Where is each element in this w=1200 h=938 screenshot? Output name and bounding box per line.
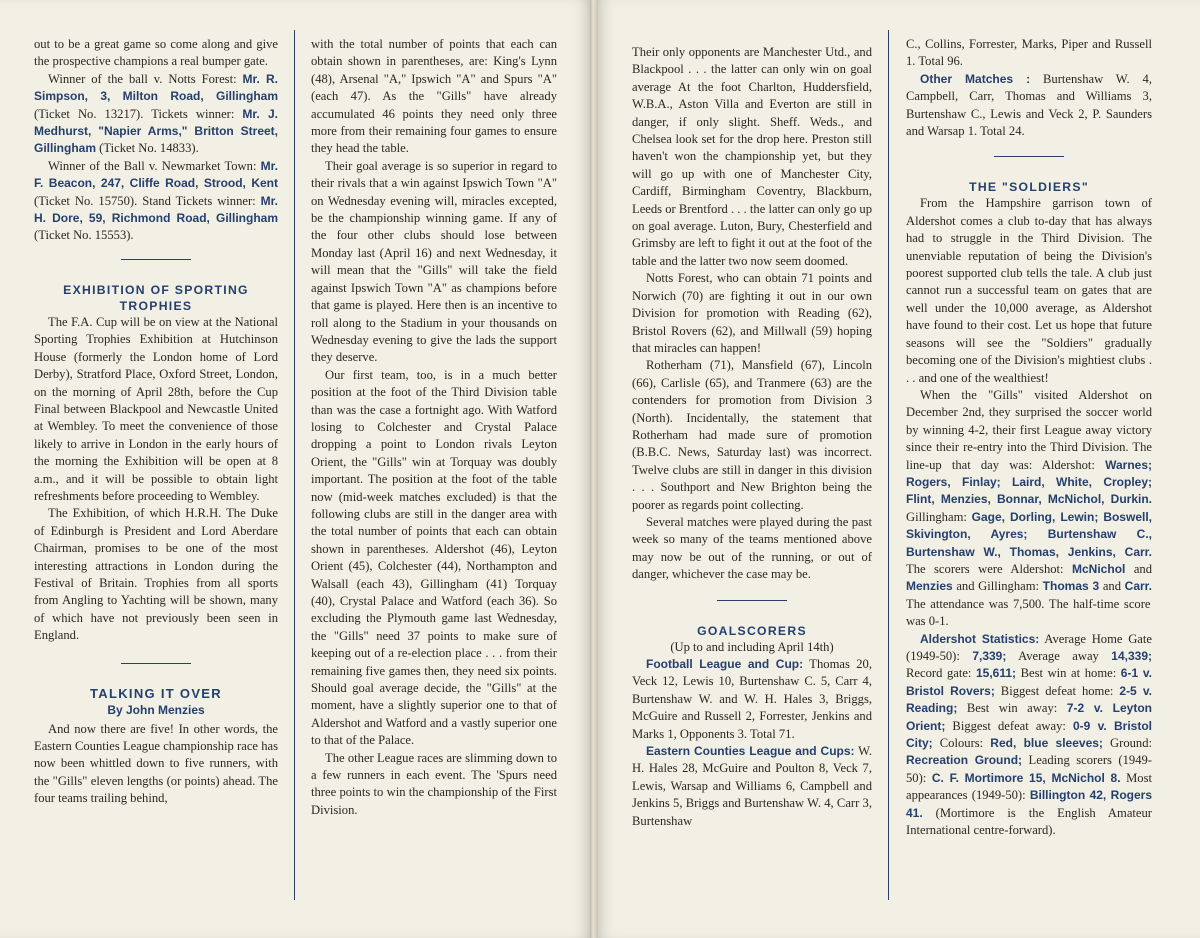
section-heading: TALKING IT OVER (90, 685, 222, 701)
football-league-scorers: Football League and Cup: Thomas 20, Veck 12, Lewis 10, Burtenshaw C. 5, Carr 4, Burtenshaw W. and W. H. Hales 3, Briggs, McGuire and Russell 2, Forrester, Jenkins and Marks 1, Opponents 3. Total 71. (632, 657, 873, 741)
ball-winner-notts-forest: Winner of the ball v. Notts Forest: Mr. R. Simpson, 3, Milton Road, Gillingham (Ticket No. 13217). Tickets winner: Mr. J. Medhurst, "Napier Arms," Britton Street, Gillingham (Ticket No. 14833). (34, 71, 278, 156)
paragraph: Rotherham (71), Mansfield (67), Lincoln (66), Carlisle (65), and Tranmere (63) are the contenders for promotion from Division 3 (North). Incidentally, the statement that Rotherham had made sure of promotion (B.B.C. News, Saturday last) was incorrect. Twelve clubs are still in danger in this division . . . Southport and New Brighton being the poorer as regards point collecting. (632, 358, 872, 512)
column-rule (888, 30, 889, 900)
paragraph: The Exhibition, of which H.R.H. The Duke of Edinburgh is President and Lord Aberdare Chairman, promises to be one of the most interesting attractions in London during the Festival of Britain. Trophies from all sports from Angling to Yachting will be shown, many of which have not previously been seen in England. (34, 506, 278, 643)
byline: By John Menzies (107, 702, 205, 717)
divider (994, 156, 1064, 157)
paragraph: Notts Forest, who can obtain 71 points and Norwich (70) are fighting it out in our own Division for promotion with Reading (62), Bristol Rovers (62), and Millwall (59) hoping that miracles can happen! (632, 271, 872, 355)
column-4 (906, 36, 1152, 839)
ball-winner-newmarket: Winner of the Ball v. Newmarket Town: Mr. F. Beacon, 247, Cliffe Road, Strood, Kent (Ticket No. 15750). Stand Tickets winner: Mr. H. Dore, 59, Richmond Road, Gillingham (Ticket No. 15553). (34, 158, 278, 243)
paragraph: Their only opponents are Manchester Utd., and Blackpool . . . the latter can only win on goal average At the foot Charlton, Huddersfield, W.B.A., Aston Villa and Everton are still in danger, if only slight. Sheff. Weds., and Chelsea look set for the drop here. Preston still haven't won the championship yet, but they will go up with one of Manchester City, Cardiff, Birmingham Coventry, Blackburn, Leeds or Brentford . . . the latter can only go up on goal average. Luton, Bury, Chesterfield and Grimsby are left to fight it out at the foot of the table and the latter two now seem doomed. (632, 45, 872, 268)
section-heading: EXHIBITION OF SPORTING TROPHIES (63, 282, 249, 313)
subheading: (Up to and including April 14th) (670, 639, 834, 654)
paragraph: out to be a great game so come along and give the prospective champions a real bumper gate. (34, 37, 278, 69)
right-page (594, 0, 1200, 938)
column-rule (294, 30, 295, 900)
column-3 (632, 44, 872, 830)
paragraph: And now there are five! In other words, the Eastern Counties League championship race has now been whittled down to five runners, with the "Gills" eleven lengths (or points) ahead. The four teams trailing behind, (34, 721, 278, 806)
paragraph: Several matches were played during the past week so many of the teams mentioned above may now be out of the running, or out of danger, whichever the case may be. (632, 514, 872, 582)
section-heading: GOALSCORERS (697, 623, 807, 638)
column-2 (311, 36, 557, 819)
paragraph: Their goal average is so superior in regard to their rivals that a win against Ipswich Town "A" on Wednesday evening will, miracles excepted, be the championship winning game. If any of the four other clubs should lose between Monday last (April 16) and next Wednesday, it will mean that the "Gills" will take the field against Ipswich Town "A" as champions before that game is played. Here then is an incentive to roll along to the Stadium in your thousands on Wednesday evening to give the lads the support they deserve. (311, 158, 557, 365)
eastern-counties-scorers: Eastern Counties League and Cups: W. H. Hales 28, McGuire and Poulton 8, Veck 7, Lewis, Warsap and Williams 6, Campbell and Jenkins 5, Briggs and Burtenshaw W. 4, Carr 3, Burtenshaw (632, 744, 872, 828)
paragraph: C., Collins, Forrester, Marks, Piper and Russell 1. Total 96. (906, 37, 1152, 69)
divider (717, 600, 787, 601)
paragraph: The F.A. Cup will be on view at the National Sporting Trophies Exhibition at Hutchinson House (formerly the London home of Lord Derby), Stratford Place, Oxford Street, London, on the morning of April 28th, before the Cup Final between Blackpool and Newcastle United at Wembley. To meet the convenience of those likely to arrive in London in the early hours of the morning the Exhibition will be open at 8 a.m., and it will be possible to obtain light refreshments before proceeding to Wembley. (34, 314, 278, 503)
other-matches-scorers: Other Matches : Burtenshaw W. 4, Campbell, Carr, Thomas and Williams 3, Burtenshaw C., Lewis and Veck 2, P. Saunders and Warsap 1. Total 24. (906, 71, 1153, 139)
left-page (0, 0, 594, 938)
section-heading: THE "SOLDIERS" (969, 180, 1089, 195)
column-1 (34, 36, 278, 808)
divider (121, 663, 191, 664)
paragraph: From the Hampshire garrison town of Aldershot comes a club to-day that has always had to struggle in the Third Division. The unenviable reputation of being the Division's poorest supported club tells the tale. A club just cannot run a successful team on gates that are well under the 10,000 average, as Aldershot have found to their cost. Let us hope that future seasons will see the "Soldiers" gradually becoming one of the Division's mightiest clubs . . . and one of the wealthiest! (906, 196, 1152, 385)
aldershot-statistics: Aldershot Statistics: Average Home Gate (1949-50): 7,339; Average away 14,339; Record gate: 15,611; Best win at home: 6-1 v. Bristol Rovers; Biggest defeat home: 2-5 v. Reading; Best win away: 7-2 v. Leyton Orient; Biggest defeat away: 0-9 v. Bristol City; Colours: Red, blue sleeves; Ground: Recreation Ground; Leading scorers (1949-50): C. F. Mortimore 15, McNichol 8. Most appearances (1949-50): Billington 42, Rogers 41. (Mortimore is the English Amateur International centre-forward). (906, 631, 1153, 838)
paragraph: with the total number of points that each can obtain shown in parentheses, are: King's Lynn (48), Arsenal "A," Ipswich "A" and Spurs "A" (each 47). As the "Gills" have already accumulated 46 points they need only three more from their remaining four games to ensure they head the table. (311, 37, 557, 156)
paragraph: The other League races are slimming down to a few runners in each event. The 'Spurs need three points to win the championship of the First Division. (311, 750, 557, 817)
binding-gutter (590, 0, 598, 938)
paragraph: Our first team, too, is in a much better position at the foot of the Third Division table than was the case a fortnight ago. With Watford losing to Colchester and Crystal Palace dropping a point to London rivals Leyton Orient, the "Gills" win at Torquay was doubly important. The position at the foot of the table now (mid-week matches excluded) is that the following clubs are still in the danger area with the total number of points that each can obtain shown in parentheses. Aldershot (46), Leyton Orient (45), Colchester (44), Northampton and Walsall (each 43), Gillingham (41) Torquay (40), Crystal Palace and Watford (each 36). So excluding the Plymouth game last Wednesday, the "Gills" need 37 points to make sure of keeping out of a re-election place . . . from their remaining five games then, they need six points. Should goal average decide, the "Gills" at the moment, have a slightly superior one to that of Aldershot and Watford and a vastly superior one to that of the Palace. (311, 367, 557, 748)
aldershot-match-report: When the "Gills" visited Aldershot on December 2nd, they surprised the soccer world by winning 4-2, their first League away victory since their re-entry into the Third Division. The line-up that day was: Aldershot: Warnes; Rogers, Finlay; Laird, White, Cropley; Flint, Menzies, Bonnar, McNichol, Durkin. Gillingham: Gage, Dorling, Lewin; Boswell, Skivington, Ayres; Burtenshaw C., Burtenshaw W., Thomas, Jenkins, Carr. The scorers were Aldershot: McNichol and Menzies and Gillingham: Thomas 3 and Carr. The attendance was 7,500. The half-time score was 0-1. (906, 387, 1153, 629)
divider (121, 259, 191, 260)
